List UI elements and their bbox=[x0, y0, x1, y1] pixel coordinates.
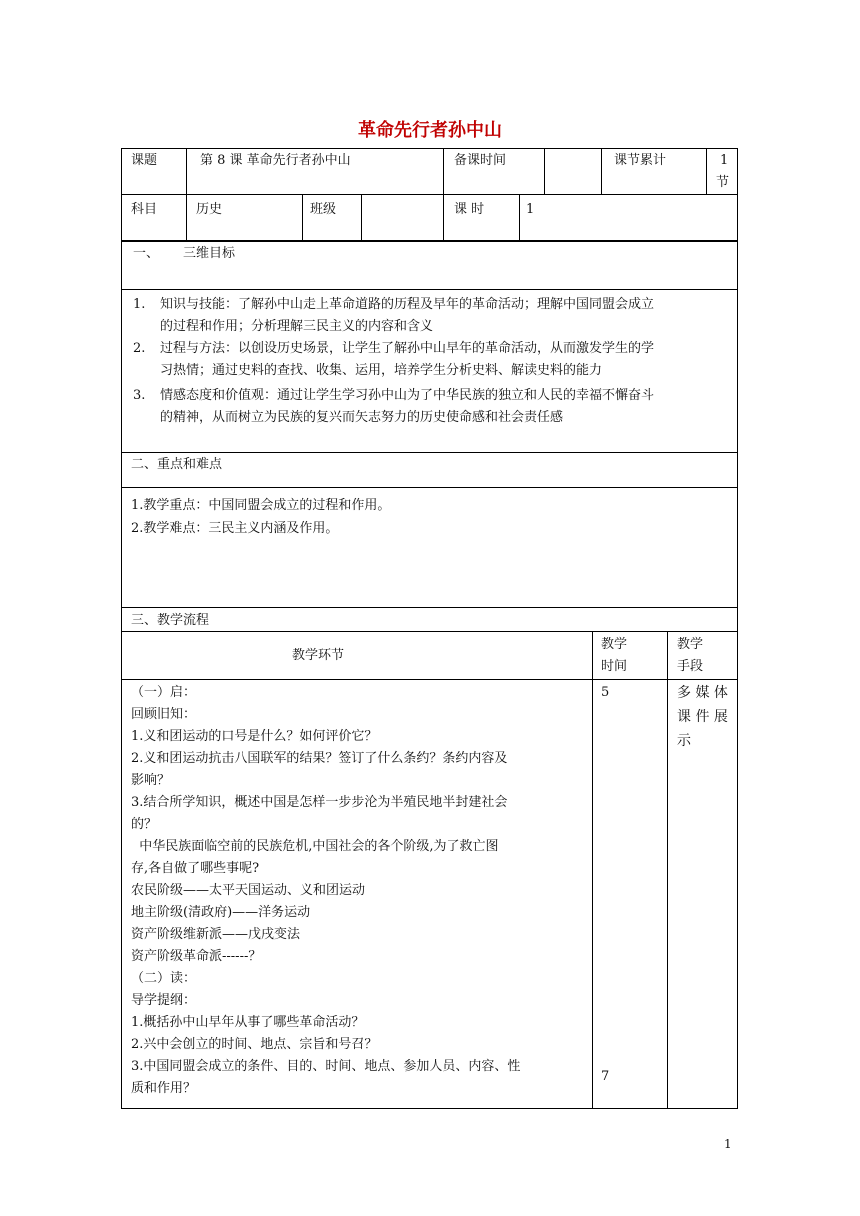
subject-value: 历史 bbox=[196, 202, 223, 217]
goal-3-number: 3. bbox=[133, 388, 146, 403]
goal-1-line-1: 知识与技能：了解孙中山走上革命道路的历程及早年的革命活动；理解中国同盟会成立 bbox=[160, 297, 655, 312]
page-number: 1 bbox=[724, 1137, 732, 1151]
goal-1-number: 1. bbox=[133, 297, 146, 312]
goals-heading: 三维目标 bbox=[183, 246, 236, 261]
process-line: 存,各自做了哪些事呢? bbox=[131, 861, 260, 876]
process-line: （一）启： bbox=[131, 685, 197, 700]
process-line: 资产阶级革命派------？ bbox=[131, 949, 262, 964]
process-line: 2.兴中会创立的时间、地点、宗旨和号召？ bbox=[131, 1037, 378, 1052]
process-line: 资产阶级维新派——戊戌变法 bbox=[131, 927, 301, 942]
process-line: 1.概括孙中山早年从事了哪些革命活动？ bbox=[131, 1015, 365, 1030]
time-value-1: 5 bbox=[601, 685, 610, 700]
process-line: 农民阶级——太平天国运动、义和团运动 bbox=[131, 883, 366, 898]
process-line: 2.义和团运动抗击八国联军的结果？签订了什么条约？条约内容及 bbox=[131, 751, 508, 766]
process-heading: 三、教学流程 bbox=[131, 613, 210, 628]
key-point-1: 1.教学重点：中国同盟会成立的过程和作用。 bbox=[131, 498, 391, 513]
key-points-heading: 二、重点和难点 bbox=[131, 457, 223, 472]
goal-1-line-2: 的过程和作用；分析理解三民主义的内容和含义 bbox=[160, 319, 434, 334]
process-line: 导学提纲： bbox=[131, 993, 197, 1008]
goal-2-number: 2. bbox=[133, 341, 146, 356]
stage-column-header: 教学环节 bbox=[292, 648, 345, 663]
process-line: 回顾旧知： bbox=[131, 707, 197, 722]
topic-label: 课题 bbox=[131, 153, 158, 168]
process-line: （二）读： bbox=[131, 971, 197, 986]
process-line: 质和作用？ bbox=[131, 1081, 197, 1096]
prep-time-label: 备课时间 bbox=[454, 153, 507, 168]
cumulative-label: 课节累计 bbox=[614, 153, 667, 168]
process-line: 中华民族面临空前的民族危机,中国社会的各个阶级,为了救亡图 bbox=[131, 839, 499, 854]
document-title: 革命先行者孙中山 bbox=[358, 120, 502, 141]
goal-2-line-1: 过程与方法：以创设历史场景，让学生了解孙中山早年的革命活动，从而激发学生的学 bbox=[160, 341, 655, 356]
goal-2-line-2: 习热情；通过史料的查找、收集、运用，培养学生分析史料、解读史料的能力 bbox=[160, 363, 603, 378]
means-line-3: 示 bbox=[677, 733, 691, 749]
time-value-2: 7 bbox=[601, 1069, 610, 1084]
goals-heading-number: 一、 bbox=[133, 246, 160, 261]
subject-label: 科目 bbox=[131, 202, 158, 217]
means-line-2: 课 件 展 bbox=[677, 709, 728, 725]
process-line: 3.中国同盟会成立的条件、目的、时间、地点、参加人员、内容、性 bbox=[131, 1059, 521, 1074]
goal-3-line-1: 情感态度和价值观：通过让学生学习孙中山为了中华民族的独立和人民的幸福不懈奋斗 bbox=[160, 388, 655, 403]
process-line: 影响？ bbox=[131, 773, 171, 788]
means-line-1: 多 媒 体 bbox=[677, 685, 728, 701]
time-column-header-line-2: 时间 bbox=[601, 659, 628, 674]
process-line: 的？ bbox=[131, 817, 158, 832]
process-line: 3.结合所学知识，概述中国是怎样一步步沦为半殖民地半封建社会 bbox=[131, 795, 508, 810]
periods-label: 课 时 bbox=[454, 202, 485, 217]
cumulative-number: 1 bbox=[720, 153, 729, 168]
time-column-header-line-1: 教学 bbox=[601, 637, 628, 652]
periods-value: 1 bbox=[526, 202, 535, 217]
class-label: 班级 bbox=[310, 202, 337, 217]
means-column-header-line-2: 手段 bbox=[677, 659, 704, 674]
cumulative-unit: 节 bbox=[716, 175, 730, 190]
process-line: 地主阶级(清政府)——洋务运动 bbox=[131, 905, 311, 920]
topic-value: 第 8 课 革命先行者孙中山 bbox=[200, 153, 351, 168]
process-line: 1.义和团运动的口号是什么？如何评价它？ bbox=[131, 729, 378, 744]
means-column-header-line-1: 教学 bbox=[677, 637, 704, 652]
key-point-2: 2.教学难点：三民主义内涵及作用。 bbox=[131, 521, 339, 536]
goal-3-line-2: 的精神，从而树立为民族的复兴而矢志努力的历史使命感和社会责任感 bbox=[160, 410, 564, 425]
process-content bbox=[131, 682, 589, 1100]
